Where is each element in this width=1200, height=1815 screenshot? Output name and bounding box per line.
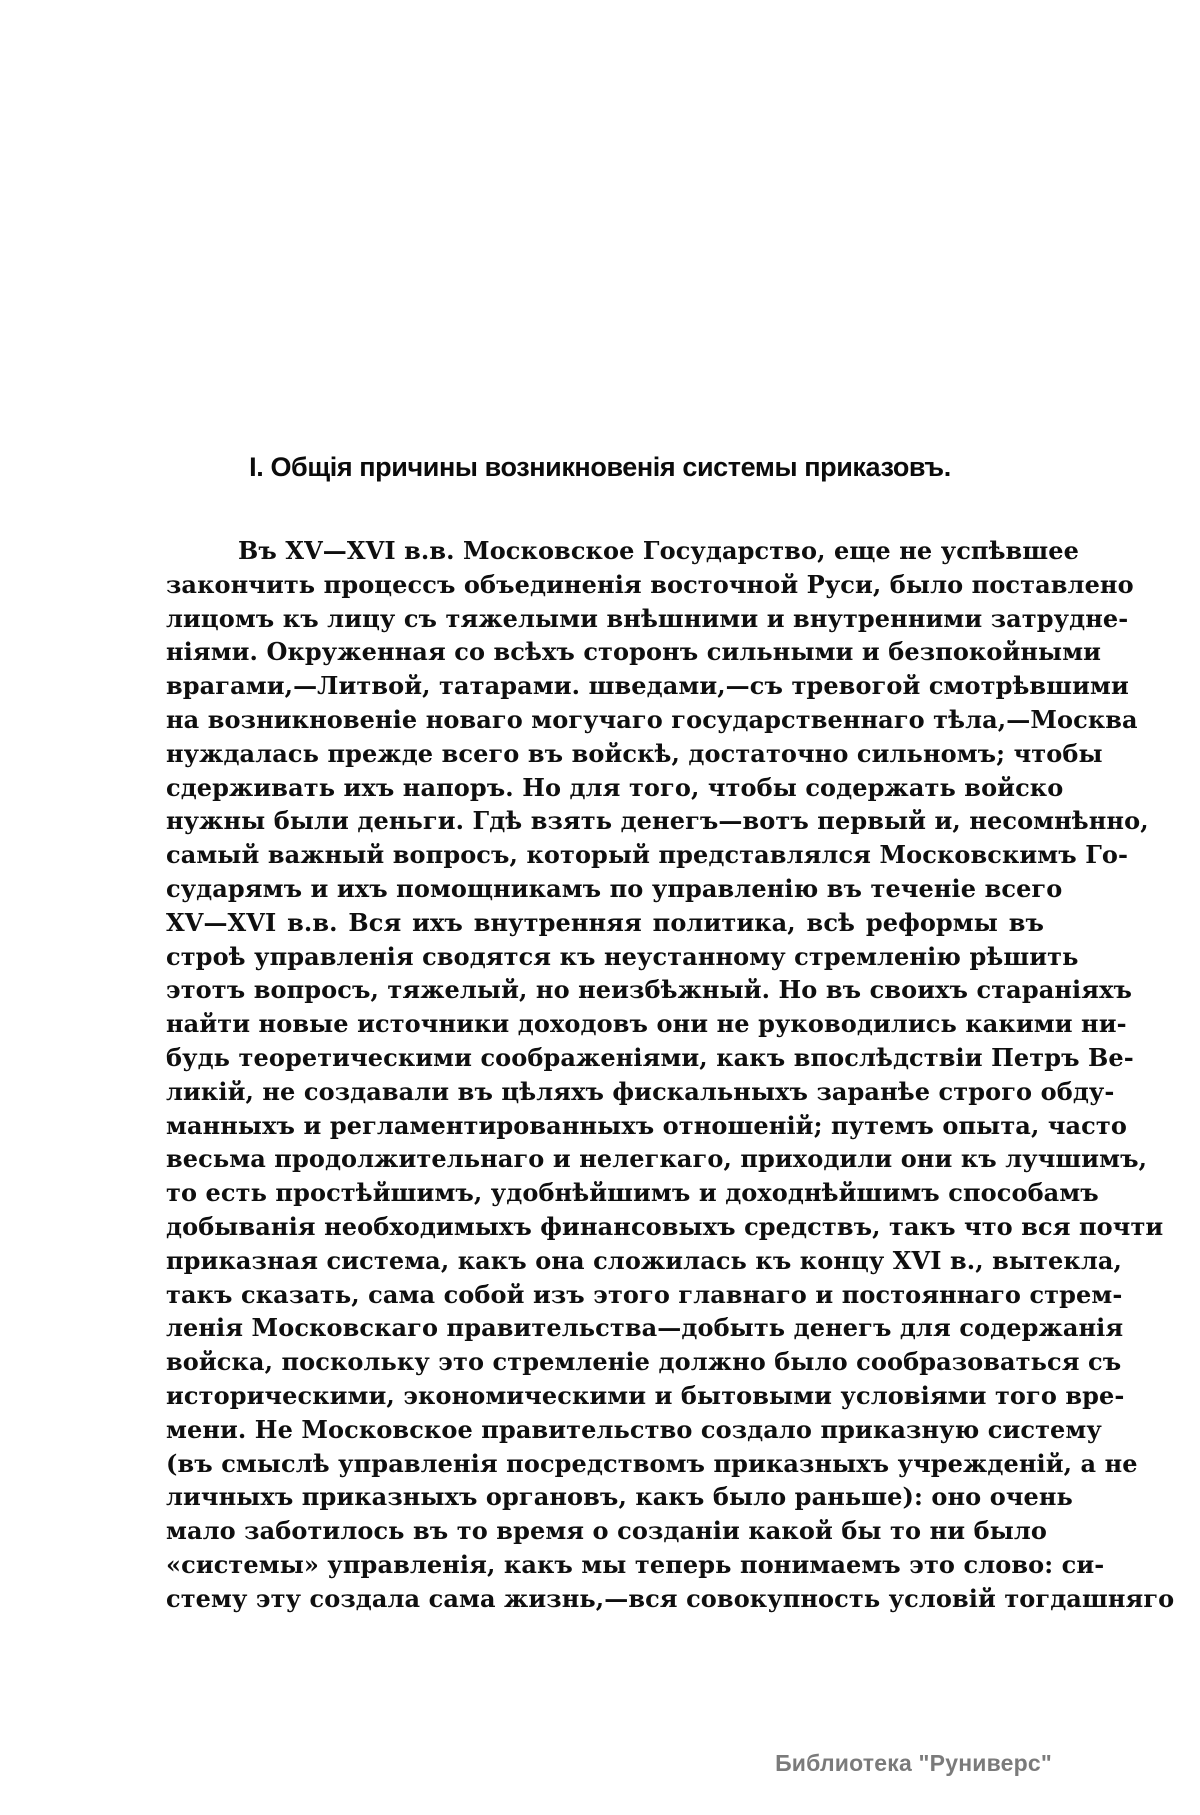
- text-line: мени. Не Московское правительство создало приказную систему: [166, 1414, 1102, 1444]
- text-line: этотъ вопросъ, тяжелый, но неизбѣжный. Но въ своихъ стараніяхъ: [166, 975, 1132, 1005]
- text-line: самый важный вопросъ, который представлялся Московскимъ Го-: [166, 840, 1129, 870]
- text-line: нужны были деньги. Гдѣ взять денегъ—вотъ первый и, несомнѣнно,: [166, 806, 1149, 836]
- text-line: то есть простѣйшимъ, удобнѣйшимъ и доходнѣйшимъ способамъ: [166, 1178, 1099, 1208]
- text-line: приказная система, какъ она сложилась къ концу XVI в., вытекла,: [166, 1245, 1122, 1275]
- chapter-title: I. Общія причины возникновенія системы приказовъ.: [249, 452, 951, 482]
- text-line: (въ смыслѣ управленія посредствомъ приказныхъ учрежденій, а не: [166, 1448, 1138, 1478]
- body-paragraph: [166, 534, 1175, 1616]
- text-line: строѣ управленія сводятся къ неустанному стремленію рѣшить: [166, 941, 1079, 971]
- text-line: манныхъ и регламентированныхъ отношеній; путемъ опыта, часто: [166, 1110, 1127, 1140]
- library-watermark: Библиотека "Руниверс": [775, 1750, 1052, 1776]
- text-line: врагами,—Литвой, татарами. шведами,—съ тревогой смотрѣвшими: [166, 671, 1129, 701]
- text-line: «системы» управленія, какъ мы теперь понимаемъ это слово: си-: [166, 1549, 1105, 1579]
- text-line: Въ XV—XVI в.в. Московское Государство, еще не успѣвшее: [238, 536, 1079, 565]
- text-line: XV—XVI в.в. Вся ихъ внутренняя политика, всѣ реформы въ: [166, 907, 1044, 937]
- text-line: добыванія необходимыхъ финансовыхъ средствъ, такъ что вся почти: [166, 1211, 1164, 1241]
- text-line: личныхъ приказныхъ органовъ, какъ было раньше): оно очень: [166, 1482, 1073, 1512]
- text-line: закончить процессъ объединенія восточной Руси, было поставлено: [166, 569, 1134, 599]
- text-line: на возникновеніе новаго могучаго государственнаго тѣла,—Москва: [166, 704, 1138, 734]
- text-line: ликій, не создавали въ цѣляхъ фискальныхъ заранѣе строго обду-: [166, 1076, 1115, 1106]
- text-line: историческими, экономическими и бытовыми условіями того вре-: [166, 1380, 1125, 1410]
- text-line: найти новые источники доходовъ они не руководились какими ни-: [166, 1009, 1127, 1039]
- text-line: будь теоретическими соображеніями, какъ впослѣдствіи Петръ Ве-: [166, 1042, 1134, 1072]
- text-line: сдерживать ихъ напоръ. Но для того, чтобы содержать войско: [166, 772, 1064, 802]
- text-line: лицомъ къ лицу съ тяжелыми внѣшними и внутренними затрудне-: [166, 603, 1129, 633]
- text-line: ленія Московскаго правительства—добыть денегъ для содержанія: [166, 1313, 1124, 1343]
- text-line: ніями. Окруженная со всѣхъ сторонъ сильными и безпокойными: [166, 637, 1102, 667]
- text-line: весьма продолжительнаго и нелегкаго, приходили они къ лучшимъ,: [166, 1144, 1148, 1174]
- text-line: сударямъ и ихъ помощникамъ по управленію въ теченіе всего: [166, 873, 1063, 903]
- text-line: стему эту создала сама жизнь,—вся совокупность условій тогдашняго: [166, 1583, 1175, 1613]
- text-line: такъ сказать, сама собой изъ этого главнаго и постояннаго стрем-: [166, 1279, 1123, 1309]
- text-line: войска, поскольку это стремленіе должно было сообразоваться съ: [166, 1347, 1122, 1377]
- text-line: мало заботилось въ то время о созданіи какой бы то ни было: [166, 1516, 1048, 1546]
- text-line: нуждалась прежде всего въ войскѣ, достаточно сильномъ; чтобы: [166, 738, 1103, 768]
